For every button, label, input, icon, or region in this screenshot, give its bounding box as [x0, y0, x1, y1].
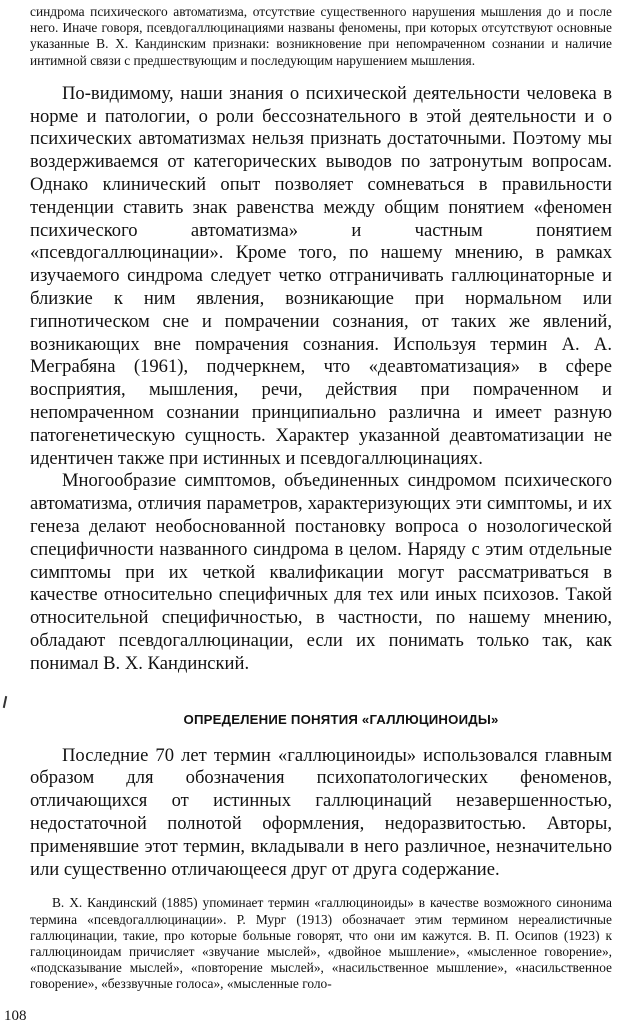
body-paragraph-1: По-видимому, наши знания о психической деятельности человека в норме и патологии, о роли бессознательного в этой деятельности и о психических автоматизмах нельзя признать достаточными. Поэтому мы воздерживаемся от категорических выводов по затронутым вопросам. Однако клинический опыт позволяет сомневаться в правильности тенденции ставить знак равенства между общим понятием «феномен психического автоматизма» и частным понятием «псевдогаллюцинации». Кроме того, по нашему мнению, в рамках изучаемого синдрома следует четко отграничивать галлюцинаторные и близкие к ним явления, возникающие при нормальном или гипнотическом сне и помрачении сознания, от таких же явлений, возникающих вне помрачения сознания. Используя термин А. А. Меграбяна (1961), подчеркнем, что «деавтоматизация» в сфере восприятия, мышления, речи, действия при помраченном и непомраченном сознании принципиально различна и имеет разную патогенетическую сущность. Характер указанной деавтоматизации не идентичен также при истинных и псевдогаллюцинациях. [30, 82, 612, 469]
footnote-paragraph: В. Х. Кандинский (1885) упоминает термин «галлюциноиды» в качестве возможного синонима термина «псевдогаллюцинации». Р. Мург (1913) обозначает этим термином нереалистичные галлюцинации, такие, про которые больные говорят, что они им кажутся. В. П. Осипов (1923) к галлюциноидам причисляет «звучание мыслей», «двойное мышление», «мысленное говорение», «подсказывание мыслей», «повторение мыслей», «насильственное мышление», «насильственное говорение», «беззвучные голоса», «мысленные голо- [30, 895, 612, 992]
section-heading: ОПРЕДЕЛЕНИЕ ПОНЯТИЯ «ГАЛЛЮЦИНОИДЫ» [183, 711, 499, 727]
margin-mark [3, 696, 7, 708]
section-paragraph: Последние 70 лет термин «галлюциноиды» использовался главным образом для обозначения психопатологических феноменов, отличающихся от истинных галлюцинаций незавершенностью, недостаточной полнотой оформления, недоразвитостью. Авторы, применявшие этот термин, вкладывали в него различное, незначительно или существенно отличающееся друг от друга содержание. [30, 744, 612, 880]
page-number: 108 [4, 1008, 27, 1024]
book-page [30, 4, 612, 1029]
body-paragraph-2: Многообразие симптомов, объединенных синдромом психического автоматизма, отличия параметров, характеризующих эти симптомы, и их генеза делают необоснованной постановку вопроса о нозологической специфичности названного синдрома в целом. Наряду с этим отдельные симптомы при их четкой квалификации могут рассматриваться в качестве относительно специфичных для тех или иных психозов. Такой относительной специфичностью, в частности, по нашему мнению, обладают псевдогаллюцинации, если их понимать только так, как понимал В. Х. Кандинский. [30, 470, 612, 674]
top-fragment-paragraph: синдрома психического автоматизма, отсутствие существенного нарушения мышления до и после него. Иначе говоря, псевдогаллюцинациями названы феномены, при которых отсутствуют основные указанные В. Х. Кандинским признаки: возникновение при непомраченном сознании и наличие интимной связи с предшествующим и последующим нарушением мышления. [30, 4, 612, 68]
